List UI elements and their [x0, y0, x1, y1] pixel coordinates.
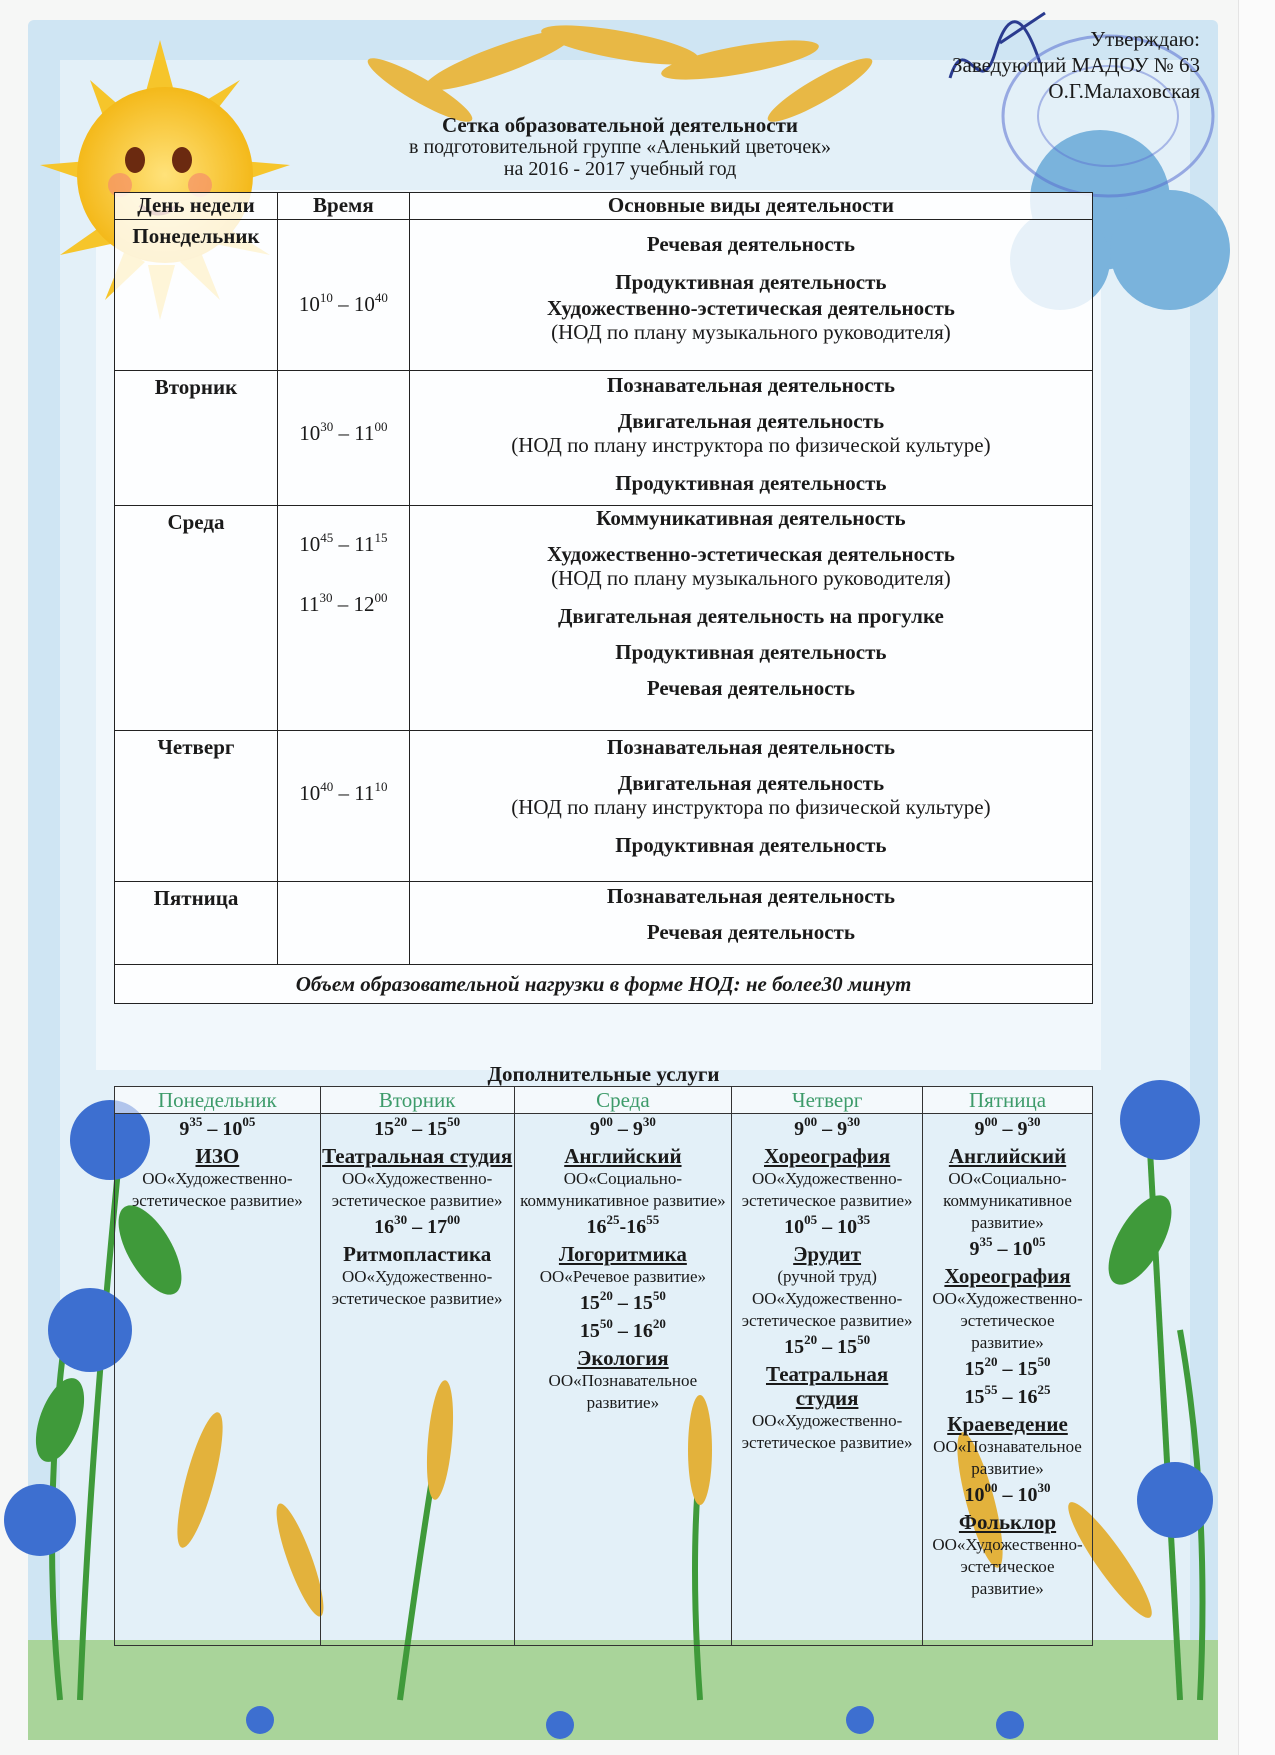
activity: Продуктивная деятельность — [615, 270, 887, 294]
edu-area: ОО«Художественно-эстетическое развитие» — [131, 1169, 303, 1210]
edu-area: ОО«Познавательное развитие» — [933, 1437, 1082, 1478]
header-activities: Основные виды деятельности — [409, 193, 1092, 220]
service-name: Хореография — [944, 1264, 1071, 1288]
service-name: Английский — [948, 1144, 1067, 1168]
service-name: Экология — [577, 1346, 669, 1370]
time-slot: $15^{20} - 15^{50}$ — [579, 1288, 666, 1314]
edu-area: ОО«Социально-коммуникативное развитие» — [943, 1169, 1072, 1232]
schedule-row — [115, 371, 1093, 506]
activity: Продуктивная деятельность — [615, 640, 887, 664]
time-slot: $10^{05} - 10^{35}$ — [784, 1212, 871, 1238]
activity: Художественно-эстетическая деятельность — [546, 296, 955, 320]
time-slot: $9^{35} - 10^{05}$ — [179, 1114, 256, 1140]
edu-area: ОО«Познавательное развитие» — [548, 1371, 698, 1412]
activity: Речевая деятельность — [646, 232, 855, 256]
day-name: Четверг — [115, 731, 278, 882]
edu-area: ОО«Художественно-эстетическое развитие» — [331, 1169, 503, 1210]
activity: (НОД по плану инструктора по физической культуре) — [511, 433, 991, 457]
activity: Речевая деятельность — [646, 920, 855, 944]
time-cell — [277, 506, 409, 731]
time-range: $10^{45} - 11^{15}$ — [299, 530, 388, 556]
activity: (НОД по плану инструктора по физической культуре) — [511, 795, 991, 819]
schedule-row — [115, 506, 1093, 731]
activity: Продуктивная деятельность — [615, 471, 887, 495]
activity: Познавательная деятельность — [606, 884, 895, 908]
service-name: Фольклор — [958, 1510, 1057, 1534]
extra-day-wednesday: Среда — [514, 1087, 732, 1114]
time-cell — [277, 371, 409, 506]
service-name: Театральная студия — [322, 1144, 513, 1168]
day-name: Понедельник — [115, 220, 278, 371]
time-cell — [277, 731, 409, 882]
title-line-2: в подготовительной группе «Аленький цветочек» — [409, 136, 831, 158]
extra-day-thursday: Четверг — [732, 1087, 923, 1114]
extra-col-wednesday — [514, 1114, 732, 1646]
edu-area: ОО«Социально-коммуникативное развитие» — [520, 1169, 726, 1210]
time-slot: $15^{20} - 15^{50}$ — [374, 1114, 461, 1140]
activities-cell — [409, 371, 1092, 506]
service-name: Эрудит — [793, 1242, 862, 1266]
activity: (НОД по плану музыкального руководителя) — [551, 320, 951, 344]
schedule-row — [115, 731, 1093, 882]
edu-area: ОО«Художественно-эстетическое развитие» — [331, 1267, 503, 1308]
activity: Двигательная деятельность — [617, 409, 885, 433]
time-range: $10^{40} - 11^{10}$ — [299, 779, 388, 805]
service-name: Логоритмика — [558, 1242, 687, 1266]
day-name: Среда — [115, 506, 278, 731]
time-slot: $9^{00} - 9^{30}$ — [794, 1114, 861, 1140]
extra-day-friday: Пятница — [923, 1087, 1093, 1114]
activity: Двигательная деятельность на прогулке — [557, 604, 944, 628]
title-line-1: Сетка образовательной деятельности — [442, 113, 798, 137]
extra-col-tuesday — [320, 1114, 514, 1646]
title-line-3: на 2016 - 2017 учебный год — [503, 158, 737, 180]
service-name: Хореография — [764, 1144, 891, 1168]
schedule-table — [114, 192, 1093, 1004]
time-slot: $15^{20} - 15^{50}$ — [784, 1332, 871, 1358]
time-slot: $16^{25}-16^{55}$ — [586, 1212, 660, 1238]
load-note: Объем образовательной нагрузки в форме НОД: не более30 минут — [115, 965, 1093, 1004]
activity: Речевая деятельность — [646, 676, 855, 700]
day-name: Пятница — [115, 882, 278, 965]
edu-area: ОО«Художественно-эстетическое развитие» — [932, 1289, 1083, 1352]
service-name: ИЗО — [195, 1144, 240, 1168]
service-note: (ручной труд) — [777, 1267, 877, 1286]
activity: Художественно-эстетическая деятельность — [546, 542, 955, 566]
schedule-row — [115, 882, 1093, 965]
extra-day-monday: Понедельник — [115, 1087, 321, 1114]
approval-line-2: Заведующий МАДОУ № 63 — [951, 53, 1200, 77]
extra-col-friday — [923, 1114, 1093, 1646]
time-slot: $9^{00} - 9^{30}$ — [589, 1114, 656, 1140]
service-name: Ритмопластика — [343, 1242, 492, 1266]
document-title — [300, 114, 940, 180]
edu-area: ОО«Речевое развитие» — [539, 1267, 707, 1286]
additional-title: Дополнительные услуги — [487, 1062, 720, 1086]
edu-area: ОО«Художественно-эстетическое развитие» — [741, 1169, 913, 1210]
time-range: $11^{30} - 12^{00}$ — [299, 590, 388, 616]
time-cell — [277, 882, 409, 965]
time-slot: $15^{20} - 15^{50}$ — [964, 1354, 1051, 1380]
activities-cell — [409, 882, 1092, 965]
time-range: $10^{30} - 11^{00}$ — [299, 419, 388, 445]
edu-area: ОО«Художественно-эстетическое развитие» — [932, 1535, 1083, 1598]
activities-cell — [409, 731, 1092, 882]
extra-col-monday — [115, 1114, 321, 1646]
time-slot: $15^{50} - 16^{20}$ — [579, 1316, 666, 1342]
header-time: Время — [277, 193, 409, 220]
schedule-row — [115, 220, 1093, 371]
approval-line-1: Утверждаю: — [1090, 27, 1200, 51]
approval-block — [900, 26, 1200, 104]
activities-cell — [409, 220, 1092, 371]
time-slot: $9^{00} - 9^{30}$ — [974, 1114, 1041, 1140]
activity: Двигательная деятельность — [617, 771, 885, 795]
service-name: Театральная студия — [765, 1362, 889, 1410]
service-name: Английский — [564, 1144, 682, 1168]
time-slot: $16^{30} - 17^{00}$ — [374, 1212, 461, 1238]
activities-cell — [409, 506, 1092, 731]
time-slot: $15^{55} - 16^{25}$ — [964, 1382, 1051, 1408]
time-slot: $9^{35} - 10^{05}$ — [969, 1234, 1046, 1260]
extra-day-tuesday: Вторник — [320, 1087, 514, 1114]
activity: Познавательная деятельность — [606, 373, 895, 397]
day-name: Вторник — [115, 371, 278, 506]
edu-area: ОО«Художественно-эстетическое развитие» — [741, 1411, 913, 1452]
activity: Познавательная деятельность — [606, 735, 895, 759]
time-cell — [277, 220, 409, 371]
header-day: День недели — [115, 193, 278, 220]
extra-col-thursday — [732, 1114, 923, 1646]
time-slot: $10^{00} - 10^{30}$ — [964, 1480, 1051, 1506]
edu-area: ОО«Художественно-эстетическое развитие» — [741, 1289, 913, 1330]
approval-line-3: О.Г.Малаховская — [1048, 79, 1200, 103]
activity: Продуктивная деятельность — [615, 833, 887, 857]
activity: Коммуникативная деятельность — [596, 506, 906, 530]
service-name: Краеведение — [947, 1412, 1068, 1436]
scan-edge — [1238, 0, 1275, 1755]
time-range: $10^{10} - 10^{40}$ — [298, 290, 388, 316]
activity: (НОД по плану музыкального руководителя) — [551, 566, 951, 590]
additional-table — [114, 1086, 1093, 1646]
